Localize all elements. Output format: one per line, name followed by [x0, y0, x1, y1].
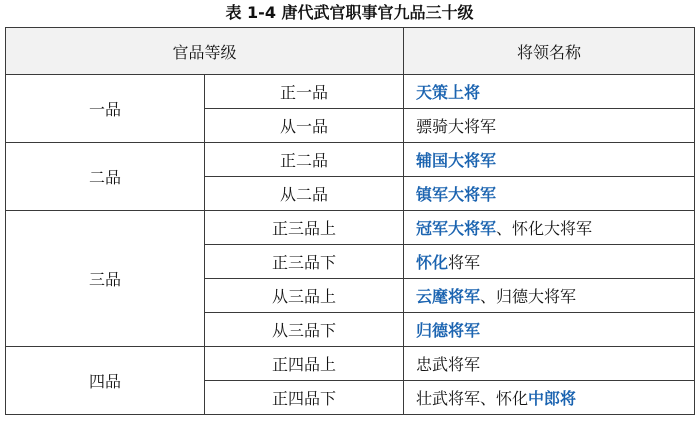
rank-cell: 四品 [6, 347, 205, 415]
highlighted-title: 天策上将 [416, 83, 481, 102]
general-title-cell [404, 177, 695, 211]
general-title-cell [404, 279, 695, 313]
sub-rank-cell: 正四品上 [205, 347, 404, 381]
highlighted-title: 冠军大将军 [416, 219, 497, 238]
highlighted-title: 中郎将 [528, 389, 577, 408]
title-text: 、怀化大将军 [496, 219, 593, 238]
highlighted-title: 归德将军 [416, 321, 481, 340]
header-general: 将领名称 [404, 28, 695, 75]
table-body [6, 75, 695, 415]
general-title-cell [404, 381, 695, 415]
sub-rank-cell: 正三品上 [205, 211, 404, 245]
header-rank: 官品等级 [6, 28, 404, 75]
highlighted-title: 辅国大将军 [416, 151, 497, 170]
title-text: 壮武将军、怀化 [416, 389, 529, 408]
general-title-cell [404, 211, 695, 245]
table-row [6, 347, 695, 381]
general-title-cell [404, 75, 695, 109]
sub-rank-cell: 正二品 [205, 143, 404, 177]
general-title-cell [404, 245, 695, 279]
rank-cell: 一品 [6, 75, 205, 143]
table-title: 表 1-4 唐代武官职事官九品三十级 [225, 3, 474, 22]
header-row [6, 28, 695, 75]
sub-rank-cell: 从三品下 [205, 313, 404, 347]
general-title-cell [404, 347, 695, 381]
title-text: 骠骑大将军 [416, 117, 497, 136]
sub-rank-cell: 正一品 [205, 75, 404, 109]
title-text: 忠武将军 [416, 355, 481, 374]
sub-rank-cell: 从一品 [205, 109, 404, 143]
title-text: 、归德大将军 [480, 287, 577, 306]
rank-cell: 三品 [6, 211, 205, 347]
table-row [6, 143, 695, 177]
rank-table [5, 27, 695, 415]
highlighted-title: 怀化 [416, 253, 449, 272]
general-title-cell [404, 109, 695, 143]
sub-rank-cell: 正三品下 [205, 245, 404, 279]
sub-rank-cell: 从二品 [205, 177, 404, 211]
sub-rank-cell: 从三品上 [205, 279, 404, 313]
table-row [6, 75, 695, 109]
sub-rank-cell: 正四品下 [205, 381, 404, 415]
rank-cell: 二品 [6, 143, 205, 211]
highlighted-title: 镇军大将军 [416, 185, 497, 204]
title-text: 将军 [448, 253, 481, 272]
general-title-cell [404, 143, 695, 177]
table-row [6, 211, 695, 245]
general-title-cell [404, 313, 695, 347]
highlighted-title: 云麾将军 [416, 287, 481, 306]
